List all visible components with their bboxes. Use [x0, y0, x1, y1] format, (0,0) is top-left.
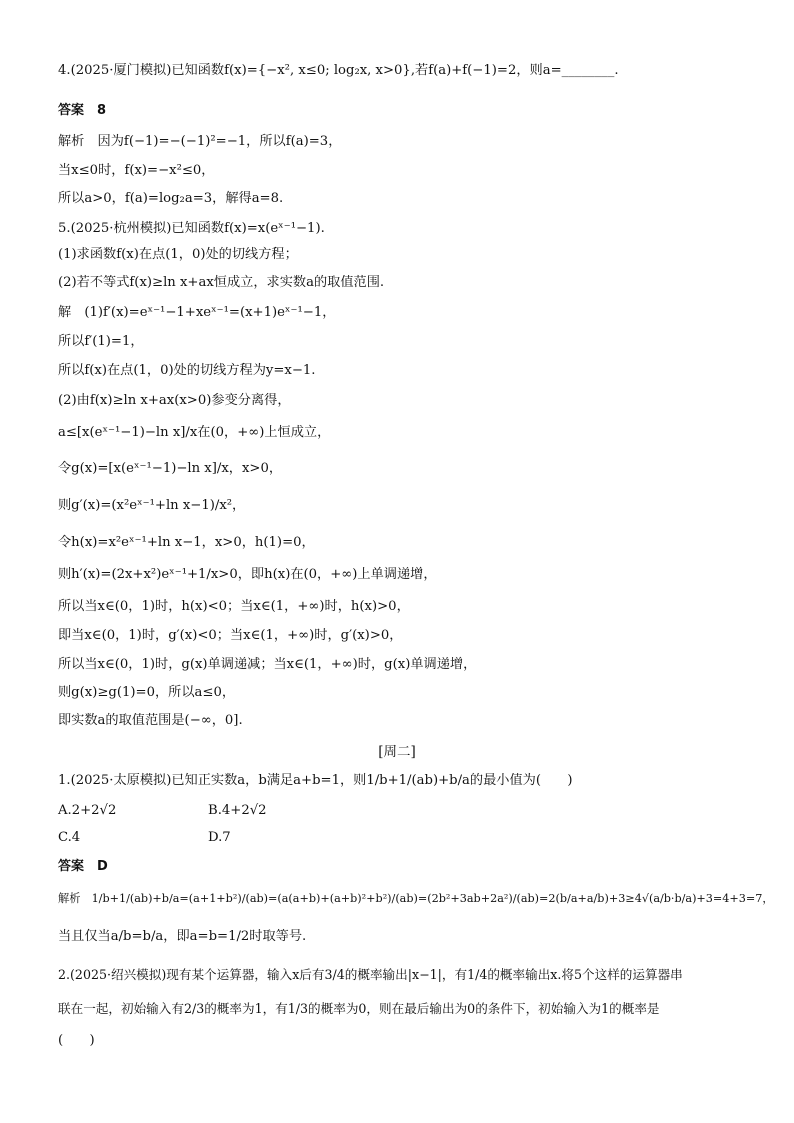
q5-step-3: 所以f(x)在点(1，0)处的切线方程为y=x−1.: [58, 363, 316, 378]
q5-stem: 5.(2025·杭州模拟)已知函数f(x)=x(eˣ⁻¹−1).: [58, 221, 325, 236]
w2-stem-3: ( ): [58, 1033, 95, 1048]
section-title: [周二]: [378, 744, 416, 760]
w1-option-c: C.4: [58, 830, 81, 845]
q5-step-10: 所以当x∈(0，1)时，h(x)<0；当x∈(1，+∞)时，h(x)>0，: [58, 599, 410, 614]
q4-solution-1: 解析 因为f(−1)=−(−1)²=−1，所以f(a)=3，: [58, 134, 342, 149]
q5-step-1: 解 (1)f′(x)=eˣ⁻¹−1+xeˣ⁻¹=(x+1)eˣ⁻¹−1，: [58, 305, 336, 320]
q5-step-2: 所以f′(1)=1，: [58, 334, 144, 349]
w2-stem-1: 2.(2025·绍兴模拟)现有某个运算器，输入x后有3/4的概率输出|x−1|，有1/4的概率输出x.将5个这样的运算器串: [58, 967, 683, 982]
w1-option-b: B.4+2√2: [208, 803, 267, 818]
q5-part-2: (2)若不等式f(x)≥ln x+ax恒成立，求实数a的取值范围.: [58, 275, 385, 290]
w2-stem-2: 联在一起，初始输入有2/3的概率为1，有1/3的概率为0，则在最后输出为0的条件下，初始输入为1的概率是: [58, 1001, 660, 1016]
w1-option-d: D.7: [208, 830, 231, 845]
q5-part-1: (1)求函数f(x)在点(1，0)处的切线方程；: [58, 247, 298, 262]
q5-step-13: 则g(x)≥g(1)=0，所以a≤0，: [58, 685, 236, 700]
q5-step-11: 即当x∈(0，1)时，g′(x)<0；当x∈(1，+∞)时，g′(x)>0，: [58, 628, 403, 643]
q5-step-4: (2)由f(x)≥ln x+ax(x>0)参变分离得，: [58, 393, 291, 408]
q4-stem: 4.(2025·厦门模拟)已知函数f(x)={−x², x≤0; log₂x, x>0},若f(a)+f(−1)=2，则a=________.: [58, 63, 619, 78]
w1-solution-2: 当且仅当a/b=b/a，即a=b=1/2时取等号.: [58, 929, 307, 944]
q4-solution-3: 所以a>0，f(a)=log₂a=3，解得a=8.: [58, 191, 284, 206]
q5-step-12: 所以当x∈(0，1)时，g(x)单调递减；当x∈(1，+∞)时，g(x)单调递增，: [58, 657, 477, 672]
q5-step-6: 令g(x)=[x(eˣ⁻¹−1)−ln x]/x，x>0，: [58, 461, 283, 476]
q5-step-8: 令h(x)=x²eˣ⁻¹+ln x−1，x>0，h(1)=0，: [58, 535, 315, 550]
w1-solution-1: 解析 1/b+1/(ab)+b/a=(a+1+b²)/(ab)=(a(a+b)+(a+b)²+b²)/(ab)=(2b²+3ab+2a²)/(ab)=2(b/a+a/b)+3≥4√(a/b·b/a)+3=4+3=7，: [58, 892, 774, 905]
q5-step-5: a≤[x(eˣ⁻¹−1)−ln x]/x在(0，+∞)上恒成立，: [58, 425, 331, 440]
q4-solution-2: 当x≤0时，f(x)=−x²≤0，: [58, 163, 215, 178]
w1-option-a: A.2+2√2: [58, 803, 117, 818]
w1-stem: 1.(2025·太原模拟)已知正实数a，b满足a+b=1，则1/b+1/(ab)+b/a的最小值为( ): [58, 773, 573, 788]
q5-step-9: 则h′(x)=(2x+x²)eˣ⁻¹+1/x>0，即h(x)在(0，+∞)上单调递增，: [58, 567, 437, 582]
q5-step-14: 即实数a的取值范围是(−∞，0].: [58, 713, 243, 728]
q4-answer: 答案 8: [58, 103, 107, 118]
q5-step-7: 则g′(x)=(x²eˣ⁻¹+ln x−1)/x²，: [58, 498, 246, 513]
w1-answer: 答案 D: [58, 859, 108, 874]
